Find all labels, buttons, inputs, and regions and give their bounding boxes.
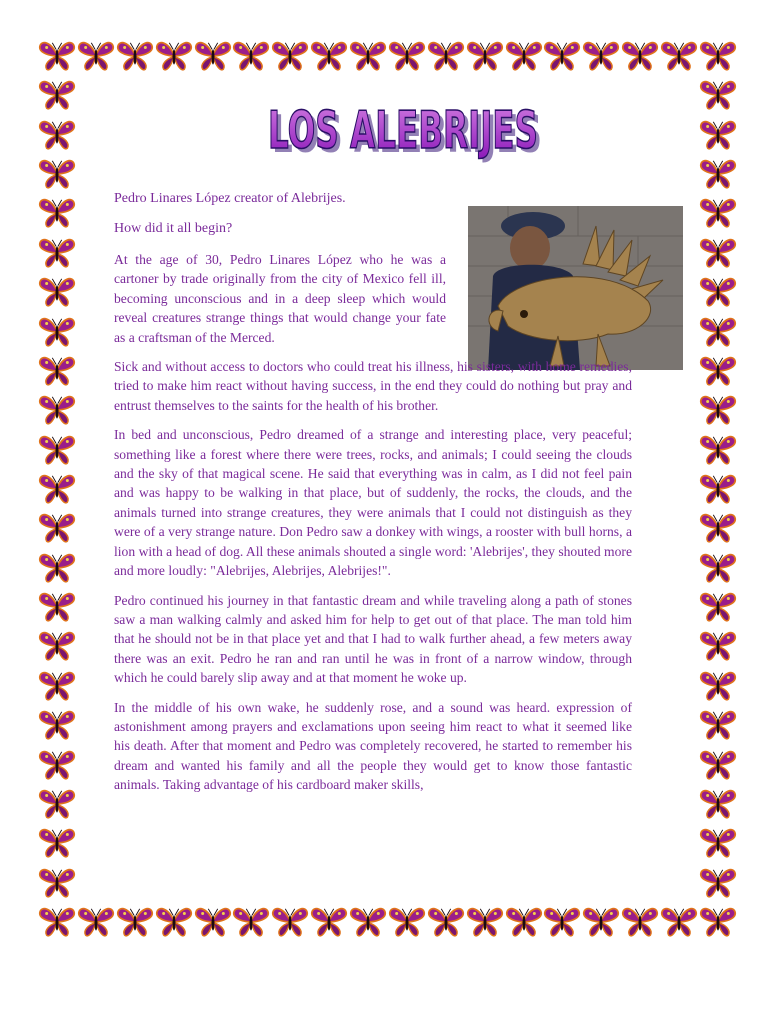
butterfly-icon xyxy=(38,394,76,426)
butterfly-icon xyxy=(699,788,737,820)
butterfly-icon xyxy=(38,630,76,662)
butterfly-icon xyxy=(38,906,76,938)
intro-line-1: Pedro Linares López creator of Alebrijes. xyxy=(114,191,346,206)
butterfly-icon xyxy=(699,197,737,229)
title-shadow: LOS ALEBRIJES xyxy=(272,105,542,165)
page-title xyxy=(258,92,548,168)
butterfly-icon xyxy=(543,40,581,72)
butterfly-icon xyxy=(38,670,76,702)
butterfly-icon xyxy=(582,40,620,72)
butterfly-icon xyxy=(38,119,76,151)
butterfly-icon xyxy=(38,434,76,466)
butterfly-icon xyxy=(699,40,737,72)
paragraph-3: In bed and unconscious, Pedro dreamed of a strange and interesting place, very peaceful; something like a forest where there were trees, rocks, and animals; I could seeing the clouds and the sky of that magical scene. He said that everything was in calm, as I did not feel pain and was happy to be walking in that place, but of suddenly, the rocks, the clouds, and the animals turned into strange creatures, they were animals that I could not distinguish as they were of a very strange nature. Don Pedro saw a donkey with wings, a rooster with bull horns, a lion with a head of dog. All these animals shouted a single word: 'Alebrijes', they shouted more and more loudly: "Alebrijes, Alebrijes, Alebrijes!". xyxy=(114,427,632,579)
butterfly-icon xyxy=(116,40,154,72)
paragraph-1: At the age of 30, Pedro Linares López who he was a cartoner by trade originally from the city of Mexico fell ill, becoming unconscious and in a deep sleep which would reveal creatures strange things that would change your fate as a craftsman of the Merced. xyxy=(114,252,446,345)
butterfly-icon xyxy=(271,906,309,938)
butterfly-icon xyxy=(621,40,659,72)
butterfly-icon xyxy=(38,591,76,623)
butterfly-icon xyxy=(621,906,659,938)
butterfly-icon xyxy=(505,906,543,938)
butterfly-icon xyxy=(427,906,465,938)
butterfly-icon xyxy=(38,749,76,781)
butterfly-icon xyxy=(699,906,737,938)
butterfly-icon xyxy=(349,906,387,938)
butterfly-icon xyxy=(194,40,232,72)
butterfly-icon xyxy=(38,552,76,584)
butterfly-icon xyxy=(699,512,737,544)
butterfly-icon xyxy=(699,591,737,623)
butterfly-icon xyxy=(699,316,737,348)
butterfly-icon xyxy=(310,906,348,938)
butterfly-icon xyxy=(38,512,76,544)
butterfly-icon xyxy=(38,237,76,269)
butterfly-icon xyxy=(232,40,270,72)
butterfly-icon xyxy=(699,552,737,584)
butterfly-icon xyxy=(699,119,737,151)
butterfly-icon xyxy=(699,709,737,741)
intro-line-2: How did it all begin? xyxy=(114,221,233,236)
butterfly-icon xyxy=(699,394,737,426)
butterfly-icon xyxy=(38,158,76,190)
butterfly-icon xyxy=(543,906,581,938)
butterfly-icon xyxy=(466,40,504,72)
butterfly-icon xyxy=(77,906,115,938)
paragraph-5: In the middle of his own wake, he suddenly rose, and a sound was heard. expression of astonishment among prayers and exclamations upon seeing him react to what it seemed like his death. After that moment and Pedro was completely recovered, he started to remember his dream and wanted his family and all the people they would get to know those fantastic animals. Taking advantage of his cardboard maker skills, xyxy=(114,699,632,793)
butterfly-icon xyxy=(310,40,348,72)
butterfly-icon xyxy=(194,906,232,938)
butterfly-icon xyxy=(38,473,76,505)
butterfly-icon xyxy=(699,434,737,466)
butterfly-icon xyxy=(38,709,76,741)
article-body xyxy=(114,190,632,805)
butterfly-icon xyxy=(699,827,737,859)
butterfly-icon xyxy=(699,355,737,387)
butterfly-icon xyxy=(38,827,76,859)
butterfly-icon xyxy=(660,906,698,938)
butterfly-icon xyxy=(699,867,737,899)
butterfly-icon xyxy=(38,40,76,72)
butterfly-icon xyxy=(427,40,465,72)
butterfly-icon xyxy=(155,40,193,72)
butterfly-icon xyxy=(699,158,737,190)
butterfly-icon xyxy=(77,40,115,72)
butterfly-icon xyxy=(699,237,737,269)
butterfly-icon xyxy=(38,867,76,899)
butterfly-icon xyxy=(388,40,426,72)
butterfly-icon xyxy=(349,40,387,72)
butterfly-icon xyxy=(38,79,76,111)
butterfly-icon xyxy=(38,276,76,308)
butterfly-icon xyxy=(699,670,737,702)
butterfly-icon xyxy=(466,906,504,938)
butterfly-icon xyxy=(699,630,737,662)
butterfly-icon xyxy=(38,316,76,348)
title-text: LOS ALEBRIJES xyxy=(268,101,538,161)
butterfly-icon xyxy=(699,473,737,505)
butterfly-icon xyxy=(582,906,620,938)
butterfly-icon xyxy=(116,906,154,938)
butterfly-icon xyxy=(699,276,737,308)
butterfly-icon xyxy=(38,197,76,229)
paragraph-2: Sick and without access to doctors who could treat his illness, his sisters, with home remedies, tried to make him react without having success, in the end they could do nothing but pray and entrust themselves to the saints for the health of his brother. xyxy=(114,359,632,413)
butterfly-icon xyxy=(505,40,543,72)
butterfly-icon xyxy=(699,749,737,781)
butterfly-icon xyxy=(271,40,309,72)
butterfly-icon xyxy=(38,355,76,387)
butterfly-icon xyxy=(388,906,426,938)
butterfly-icon xyxy=(232,906,270,938)
butterfly-icon xyxy=(699,79,737,111)
butterfly-icon xyxy=(38,788,76,820)
paragraph-4: Pedro continued his journey in that fantastic dream and while traveling along a path of stones saw a man walking calmly and asked him for help to get out of that place. The man told him that he should not be in that place yet and that I had to walk further ahead, a few meters away there was an exit. Pedro he ran and ran until he was in front of a narrow window, through which he could barely slip away and at that moment he woke up. xyxy=(114,592,632,686)
butterfly-icon xyxy=(155,906,193,938)
butterfly-icon xyxy=(660,40,698,72)
